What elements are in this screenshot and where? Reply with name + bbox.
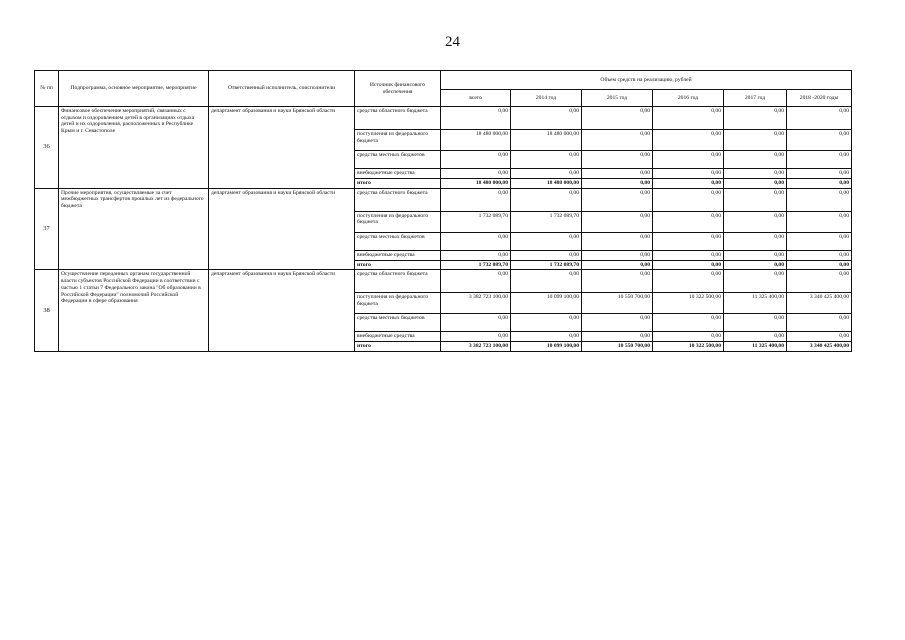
header-col-2016: 2016 год	[653, 90, 724, 107]
amount-cell: 0,00	[653, 270, 724, 293]
executor-name: департамент образования и науки Брянской области	[209, 270, 355, 352]
amount-cell: 0,00	[787, 332, 852, 342]
amount-cell: 0,00	[724, 314, 787, 332]
row-number: 38	[35, 270, 59, 352]
amount-cell: 0,00	[511, 270, 582, 293]
amount-cell: 18 480 000,00	[441, 130, 511, 151]
amount-cell: 0,00	[724, 211, 787, 232]
amount-cell: 0,00	[787, 169, 852, 179]
funding-source: поступления из федерального бюджета	[355, 211, 441, 232]
amount-cell: 0,00	[441, 332, 511, 342]
funding-source: внебюджетные средства	[355, 169, 441, 179]
amount-cell: 0,00	[582, 232, 653, 250]
header-col-2015: 2015 год	[582, 90, 653, 107]
amount-cell: 10 099 100,00	[511, 293, 582, 314]
program-name: Осуществление переданных органам государственной власти субъектов Российской Федерации в соответствии с частью 1 статьи 7 Федерального закона "Об образовании в Российской Федерации" полномочий Российской Федерации в сфере образования	[59, 270, 209, 352]
amount-cell: 1 732 089,70	[511, 211, 582, 232]
amount-cell: 0,00	[653, 188, 724, 211]
amount-cell: 10 322 500,00	[653, 293, 724, 314]
amount-cell: 0,00	[787, 179, 852, 189]
header-col-2017: 2017 год	[724, 90, 787, 107]
amount-cell: 0,00	[724, 179, 787, 189]
amount-cell: 0,00	[653, 211, 724, 232]
amount-cell: 0,00	[724, 232, 787, 250]
funding-source: средства местных бюджетов	[355, 314, 441, 332]
amount-cell: 0,00	[653, 107, 724, 130]
amount-cell: 0,00	[724, 151, 787, 169]
amount-cell: 0,00	[441, 169, 511, 179]
amount-cell: 0,00	[787, 107, 852, 130]
amount-cell: 0,00	[511, 107, 582, 130]
funding-source: средства областного бюджета	[355, 188, 441, 211]
amount-cell: 0,00	[582, 169, 653, 179]
funding-source: внебюджетные средства	[355, 332, 441, 342]
executor-name: департамент образования и науки Брянской области	[209, 107, 355, 189]
funding-table	[34, 70, 852, 352]
amount-cell: 0,00	[724, 188, 787, 211]
program-name: Финансовое обеспечение мероприятий, связанных с отдыхом и оздоровлением детей в организациях отдыха детей и их оздоровления, расположенных в Республике Крым и г. Севастополе	[59, 107, 209, 189]
row-number: 36	[35, 107, 59, 189]
table-row	[35, 107, 852, 130]
header-num: № пп	[35, 71, 59, 107]
amount-cell: 0,00	[582, 332, 653, 342]
amount-cell: 0,00	[511, 314, 582, 332]
amount-cell: 0,00	[582, 260, 653, 270]
amount-cell: 0,00	[724, 250, 787, 260]
amount-cell: 3 382 723 100,00	[441, 342, 511, 352]
amount-cell: 0,00	[787, 232, 852, 250]
funding-source: средства областного бюджета	[355, 107, 441, 130]
header-col-total: всего	[441, 90, 511, 107]
row-number: 37	[35, 188, 59, 270]
amount-cell: 0,00	[724, 107, 787, 130]
amount-cell: 1 732 089,70	[441, 211, 511, 232]
amount-cell: 11 325 400,00	[724, 293, 787, 314]
amount-cell: 0,00	[653, 151, 724, 169]
amount-cell: 1 732 089,70	[441, 260, 511, 270]
amount-cell: 18 480 000,00	[441, 179, 511, 189]
amount-cell: 0,00	[511, 232, 582, 250]
amount-cell: 10 550 700,00	[582, 293, 653, 314]
amount-cell: 0,00	[441, 232, 511, 250]
amount-cell: 0,00	[441, 270, 511, 293]
amount-cell: 10 099 100,00	[511, 342, 582, 352]
amount-cell: 0,00	[582, 151, 653, 169]
amount-cell: 0,00	[511, 250, 582, 260]
page-number: 24	[445, 34, 460, 50]
amount-cell: 0,00	[787, 270, 852, 293]
amount-cell: 0,00	[582, 188, 653, 211]
amount-cell: 0,00	[787, 314, 852, 332]
amount-cell: 1 732 089,70	[511, 260, 582, 270]
funding-source: средства областного бюджета	[355, 270, 441, 293]
amount-cell: 0,00	[511, 188, 582, 211]
amount-cell: 0,00	[653, 232, 724, 250]
funding-source: поступления из федерального бюджета	[355, 130, 441, 151]
amount-cell: 0,00	[724, 169, 787, 179]
header-col-2014: 2014 год	[511, 90, 582, 107]
program-name: Прочие мероприятия, осуществляемые за счет межбюджетных трансфертов прошлых лет из федерального бюджета	[59, 188, 209, 270]
funding-source: внебюджетные средства	[355, 250, 441, 260]
amount-cell: 0,00	[582, 250, 653, 260]
amount-cell: 0,00	[653, 332, 724, 342]
funding-source: средства местных бюджетов	[355, 151, 441, 169]
amount-cell: 0,00	[653, 260, 724, 270]
amount-cell: 0,00	[511, 151, 582, 169]
amount-cell: 0,00	[724, 270, 787, 293]
amount-cell: 0,00	[582, 107, 653, 130]
amount-cell: 0,00	[653, 179, 724, 189]
funding-source: поступления из федерального бюджета	[355, 293, 441, 314]
amount-cell: 0,00	[787, 260, 852, 270]
amount-cell: 0,00	[582, 270, 653, 293]
amount-cell: 0,00	[724, 130, 787, 151]
amount-cell: 3 340 425 400,00	[787, 342, 852, 352]
amount-cell: 0,00	[441, 314, 511, 332]
amount-cell: 10 322 500,00	[653, 342, 724, 352]
funding-source: средства местных бюджетов	[355, 232, 441, 250]
amount-cell: 0,00	[653, 250, 724, 260]
header-executor: Ответственный исполнитель, соисполнители	[209, 71, 355, 107]
amount-cell: 0,00	[582, 314, 653, 332]
table-row	[35, 188, 852, 211]
header-col-2018-2020: 2018 -2020 годы	[787, 90, 852, 107]
funding-source: итого	[355, 260, 441, 270]
amount-cell: 0,00	[653, 169, 724, 179]
amount-cell: 0,00	[582, 130, 653, 151]
header-volume: Объем средств на реализацию, рублей	[441, 71, 852, 90]
amount-cell: 0,00	[582, 211, 653, 232]
amount-cell: 3 340 425 400,00	[787, 293, 852, 314]
amount-cell: 0,00	[787, 130, 852, 151]
amount-cell: 0,00	[724, 260, 787, 270]
amount-cell: 0,00	[787, 188, 852, 211]
amount-cell: 11 325 400,00	[724, 342, 787, 352]
amount-cell: 0,00	[787, 151, 852, 169]
amount-cell: 0,00	[787, 250, 852, 260]
amount-cell: 10 550 700,00	[582, 342, 653, 352]
amount-cell: 0,00	[511, 169, 582, 179]
header-source: Источник финансового обеспечения	[355, 71, 441, 107]
amount-cell: 0,00	[582, 179, 653, 189]
table-row	[35, 270, 852, 293]
amount-cell: 18 480 000,00	[511, 130, 582, 151]
amount-cell: 0,00	[724, 332, 787, 342]
amount-cell: 18 480 000,00	[511, 179, 582, 189]
amount-cell: 0,00	[653, 130, 724, 151]
amount-cell: 0,00	[441, 151, 511, 169]
executor-name: департамент образования и науки Брянской области	[209, 188, 355, 270]
amount-cell: 0,00	[441, 250, 511, 260]
amount-cell: 0,00	[787, 211, 852, 232]
table-body	[35, 107, 852, 352]
funding-source: итого	[355, 342, 441, 352]
amount-cell: 0,00	[511, 332, 582, 342]
amount-cell: 0,00	[441, 188, 511, 211]
amount-cell: 0,00	[653, 314, 724, 332]
amount-cell: 3 382 723 100,00	[441, 293, 511, 314]
amount-cell: 0,00	[441, 107, 511, 130]
funding-source: итого	[355, 179, 441, 189]
header-program: Подпрограмма, основное мероприятие, мероприятие	[59, 71, 209, 107]
